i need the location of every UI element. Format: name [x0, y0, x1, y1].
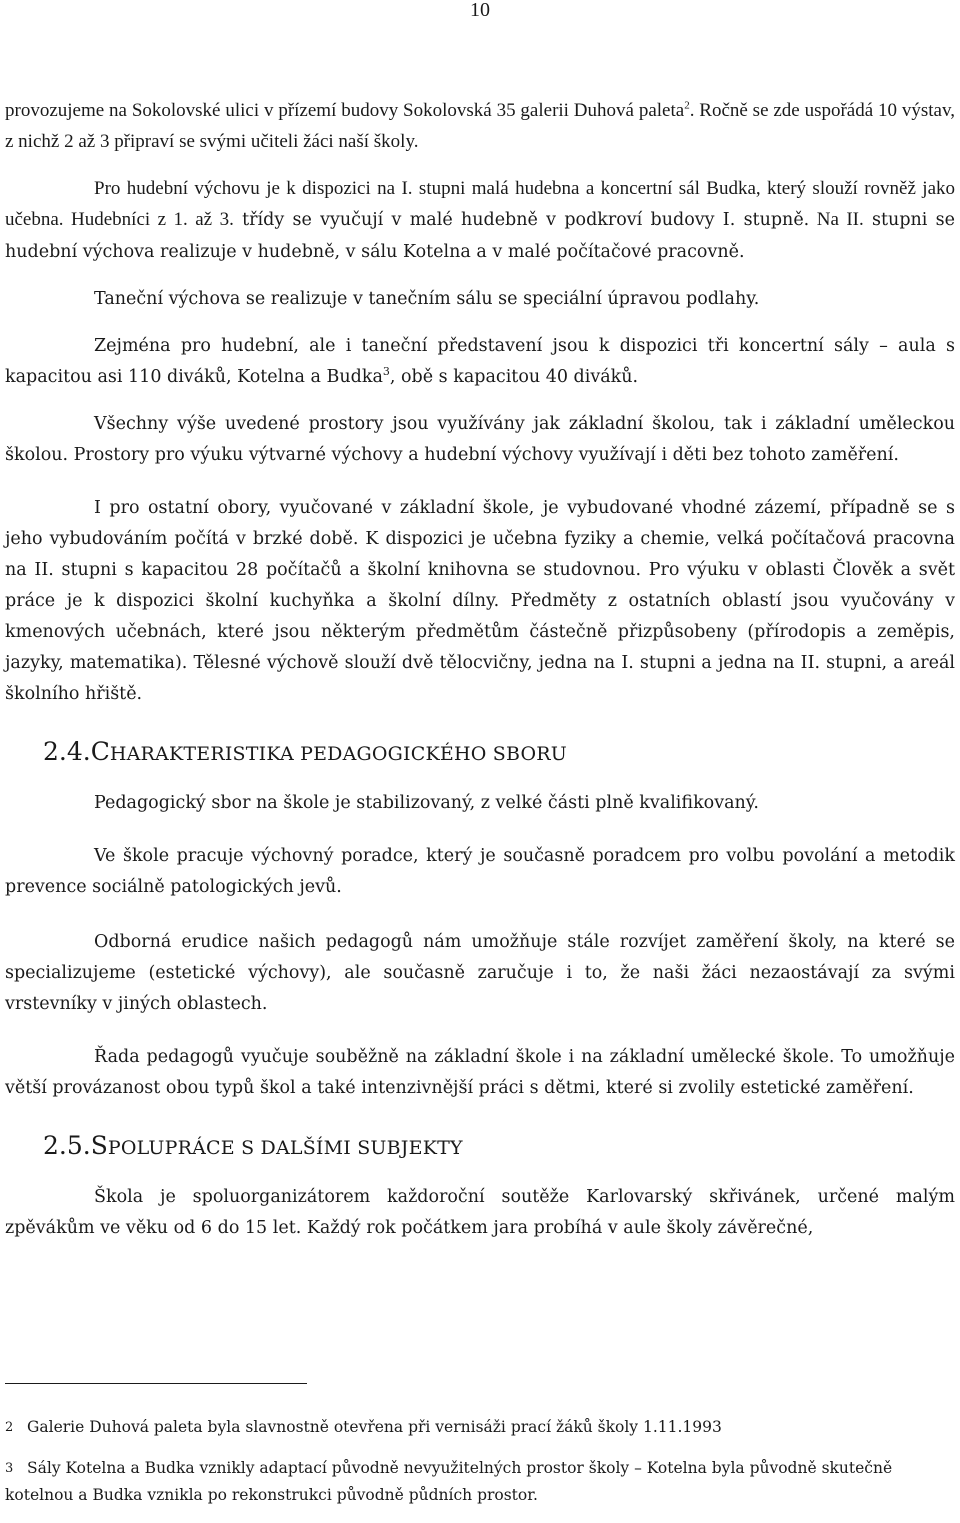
footnote-mark: 2: [5, 1420, 14, 1435]
footnote-text: Sály Kotelna a Budka vznikly adaptací původně nevyužitelných prostor školy – Kotelna byla původně skutečně kotelnou a Budka vznikla po rekonstrukci původně půdních prostor.: [5, 1459, 893, 1504]
heading-2-5: 2.5.SPOLUPRÁCE S DALŠÍMI SUBJEKTY: [43, 1131, 463, 1160]
paragraph-cooperation: Škola je spoluorganizátorem každoroční soutěže Karlovarský skřivánek, určené malým zpěvákům ve věku od 6 do 15 let. Každý rok počátkem jara probíhá v aule školy závěrečné,: [5, 1187, 955, 1238]
paragraph-staff: Pedagogický sbor na škole je stabilizovaný, z velké části plně kvalifikovaný.: [94, 793, 759, 813]
paragraph-spaces: Všechny výše uvedené prostory jsou využívány jak základní školou, tak i základní uměleckou školou. Prostory pro výuku výtvarné výchovy a hudební výchovy využívají i děti bez tohoto zaměření.: [5, 414, 955, 465]
paragraph-counselor: Ve škole pracuje výchovný poradce, který je současně poradcem pro volbu povolání a metodik prevence sociálně patologických jevů.: [5, 846, 955, 897]
document-body: [5, 95, 955, 1244]
paragraph-teachers: Řada pedagogů vyučuje souběžně na základní škole i na základní umělecké škole. To umožňuje větší provázanost obou typů škol a také intenzivnější práci s dětmi, které si zvolily estetické zaměření.: [5, 1047, 955, 1098]
paragraph-dance: Taneční výchova se realizuje v tanečním sálu se speciální úpravou podlahy.: [94, 289, 760, 309]
paragraph-expertise: Odborná erudice našich pedagogů nám umožňuje stále rozvíjet zaměření školy, na které se specializujeme (estetické výchovy), ale současně zaručuje i to, že naši žáci nezaostávají za svými vrstevníky v jiných oblastech.: [5, 932, 955, 1014]
footnote-separator: [5, 1383, 307, 1384]
footnote-3: [5, 1455, 955, 1509]
footnote-mark: 3: [5, 1461, 14, 1476]
paragraph-halls: Zejména pro hudební, ale i taneční představení jsou k dispozici tři koncertní sály – aula s kapacitou asi 110 diváků, Kotelna a Budka$^3$, obě s kapacitou 40 diváků.: [5, 336, 955, 387]
paragraph-music: Pro hudební výchovu je k dispozici na I. stupni malá hudebna a koncertní sál Budka, který slouží rovněž jako učebna. Hudebníci z 1. až 3. třídy se vyučují v malé hudebně v podkroví budovy I. stupně. Na II. stupni se hudební výchova realizuje v hudebně, v sálu Kotelna a v malé počítačové pracovně.: [5, 178, 956, 262]
page-number: 10: [470, 0, 490, 21]
footnote-ref-3[interactable]: 3: [382, 365, 390, 379]
paragraph-facilities: I pro ostatní obory, vyučované v základní škole, je vybudované vhodné zázemí, případně se s jeho vybudováním počítá v brzké době. K dispozici je učebna fyziky a chemie, velká počítačová pracovna na II. stupni s kapacitou 28 počítačů a školní knihovna se studovnou. Pro výuku v oblasti Člověk a svět práce je k dispozici školní kuchyňka a školní dílny. Předměty z ostatních oblastí jsou vyučovány v kmenových učebnách, které jsou některým předmětům částečně přizpůsobeny (přírodopis a zeměpis, jazyky, matematika). Tělesné výchově slouží dvě tělocvičny, jedna na I. stupni a jedna na II. stupni, a areál školního hřiště.: [5, 498, 955, 704]
heading-2-4: 2.4.CHARAKTERISTIKA PEDAGOGICKÉHO SBORU: [43, 737, 567, 766]
footnote-ref-2[interactable]: 2: [684, 99, 690, 112]
footnotes: [5, 1414, 955, 1523]
footnote-2: [5, 1414, 955, 1441]
paragraph-gallery: provozujeme na Sokolovské ulici v přízemí budovy Sokolovská 35 galerii Duhová paleta$^2$. Ročně se zde uspořádá 10 výstav, z nichž 2 až 3 připraví se svými učiteli žáci naší školy.: [5, 99, 955, 152]
footnote-text: Galerie Duhová paleta byla slavnostně otevřena při vernisáži prací žáků školy 1.11.1993: [27, 1418, 722, 1436]
